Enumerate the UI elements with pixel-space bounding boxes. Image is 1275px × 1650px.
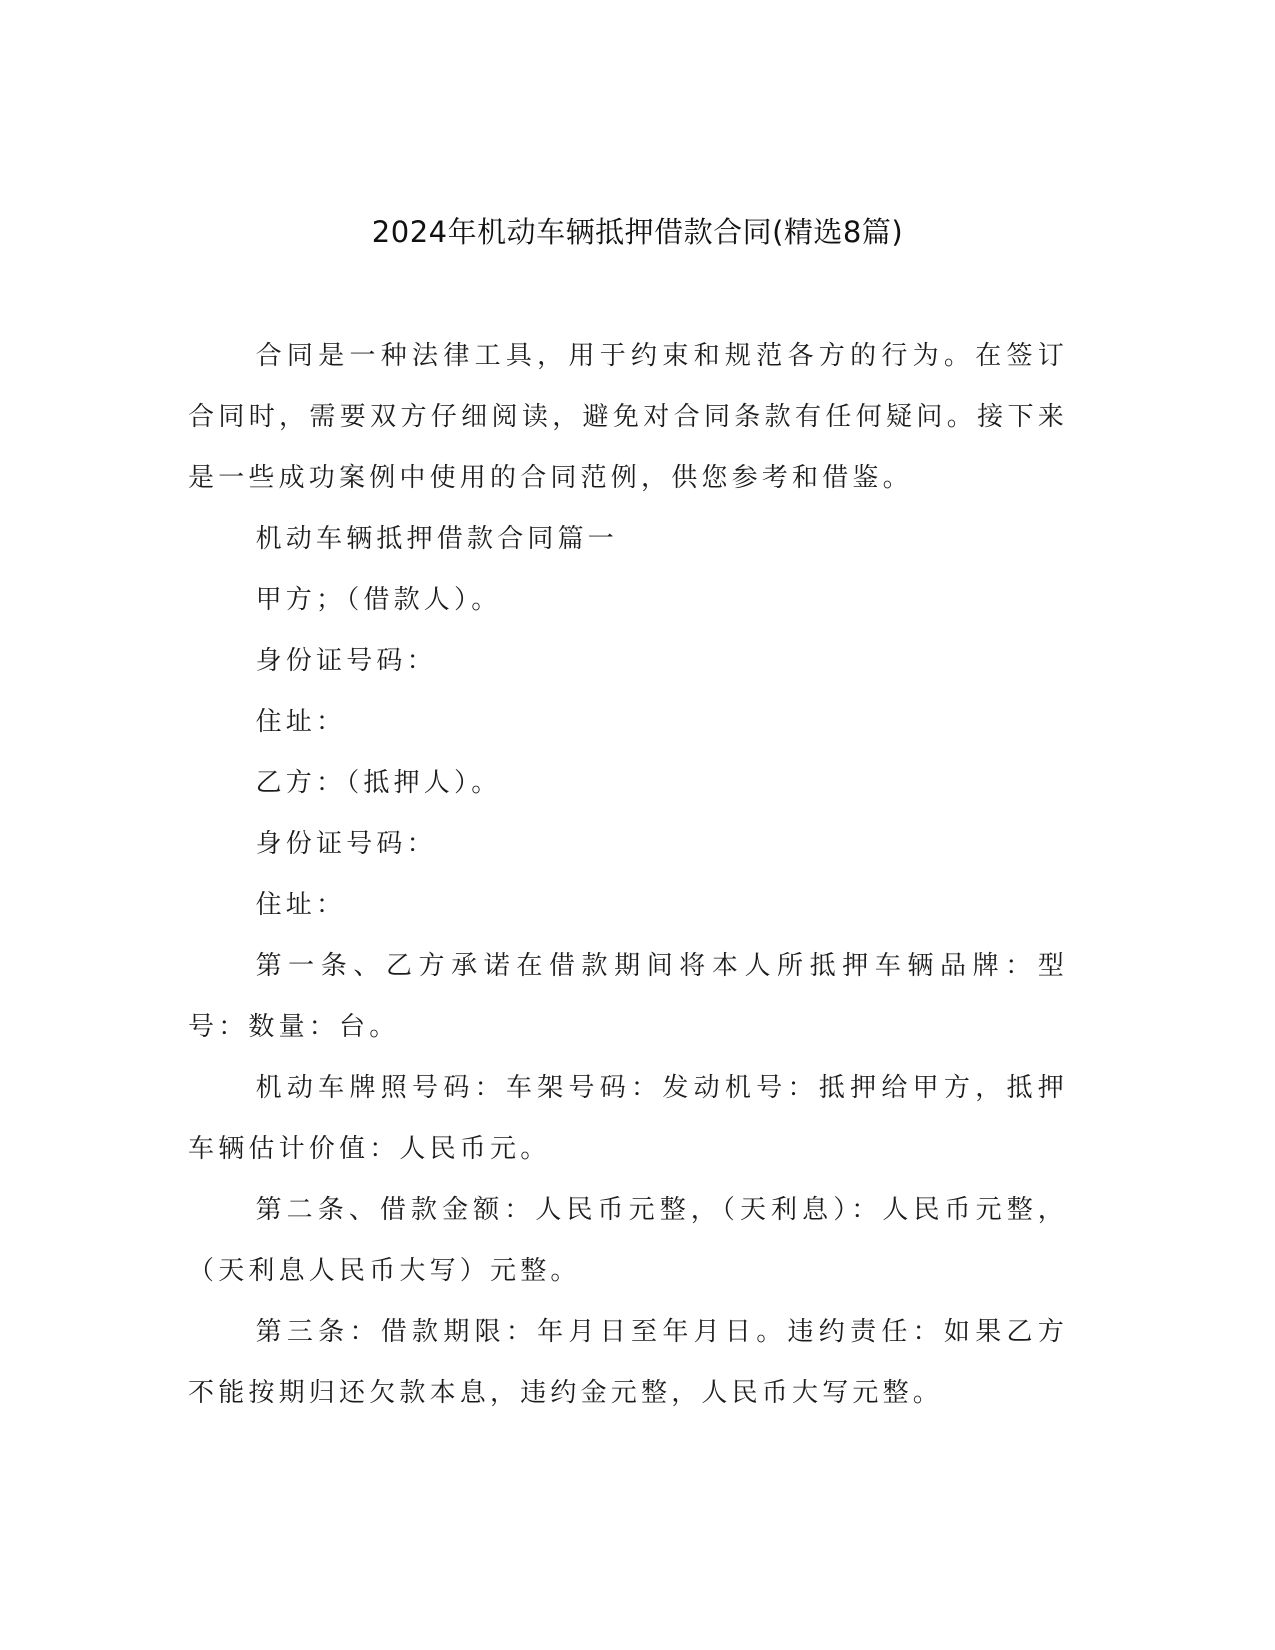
intro-paragraph: 合同是一种法律工具，用于约束和规范各方的行为。在签订合同时，需要双方仔细阅读，避免对合同条款有任何疑问。接下来是一些成功案例中使用的合同范例，供您参考和借鉴。 bbox=[188, 341, 1068, 493]
party-a-address-line: 住址： bbox=[255, 707, 347, 737]
party-b-line: 乙方：（抵押人）。 bbox=[255, 768, 502, 798]
party-a-line: 甲方；（借款人）。 bbox=[255, 585, 502, 615]
article-2-paragraph: 第二条、借款金额：人民币元整，（天利息）：人民币元整，（天利息人民币大写）元整。 bbox=[188, 1195, 1068, 1286]
document-body bbox=[188, 326, 1068, 1424]
document-title: 2024年机动车辆抵押借款合同(精选8篇) bbox=[371, 215, 904, 249]
article-1-paragraph: 第一条、乙方承诺在借款期间将本人所抵押车辆品牌：型号：数量：台。 bbox=[188, 951, 1068, 1042]
party-b-address-line: 住址： bbox=[255, 890, 347, 920]
party-b-id-line: 身份证号码： bbox=[255, 829, 437, 859]
vehicle-details-paragraph: 机动车牌照号码：车架号码：发动机号：抵押给甲方，抵押车辆估计价值：人民币元。 bbox=[188, 1073, 1068, 1164]
party-a-id-line: 身份证号码： bbox=[255, 646, 437, 676]
article-3-paragraph: 第三条：借款期限：年月日至年月日。违约责任：如果乙方不能按期归还欠款本息，违约金元整，人民币大写元整。 bbox=[188, 1317, 1068, 1408]
section-heading: 机动车辆抵押借款合同篇一 bbox=[255, 524, 618, 554]
